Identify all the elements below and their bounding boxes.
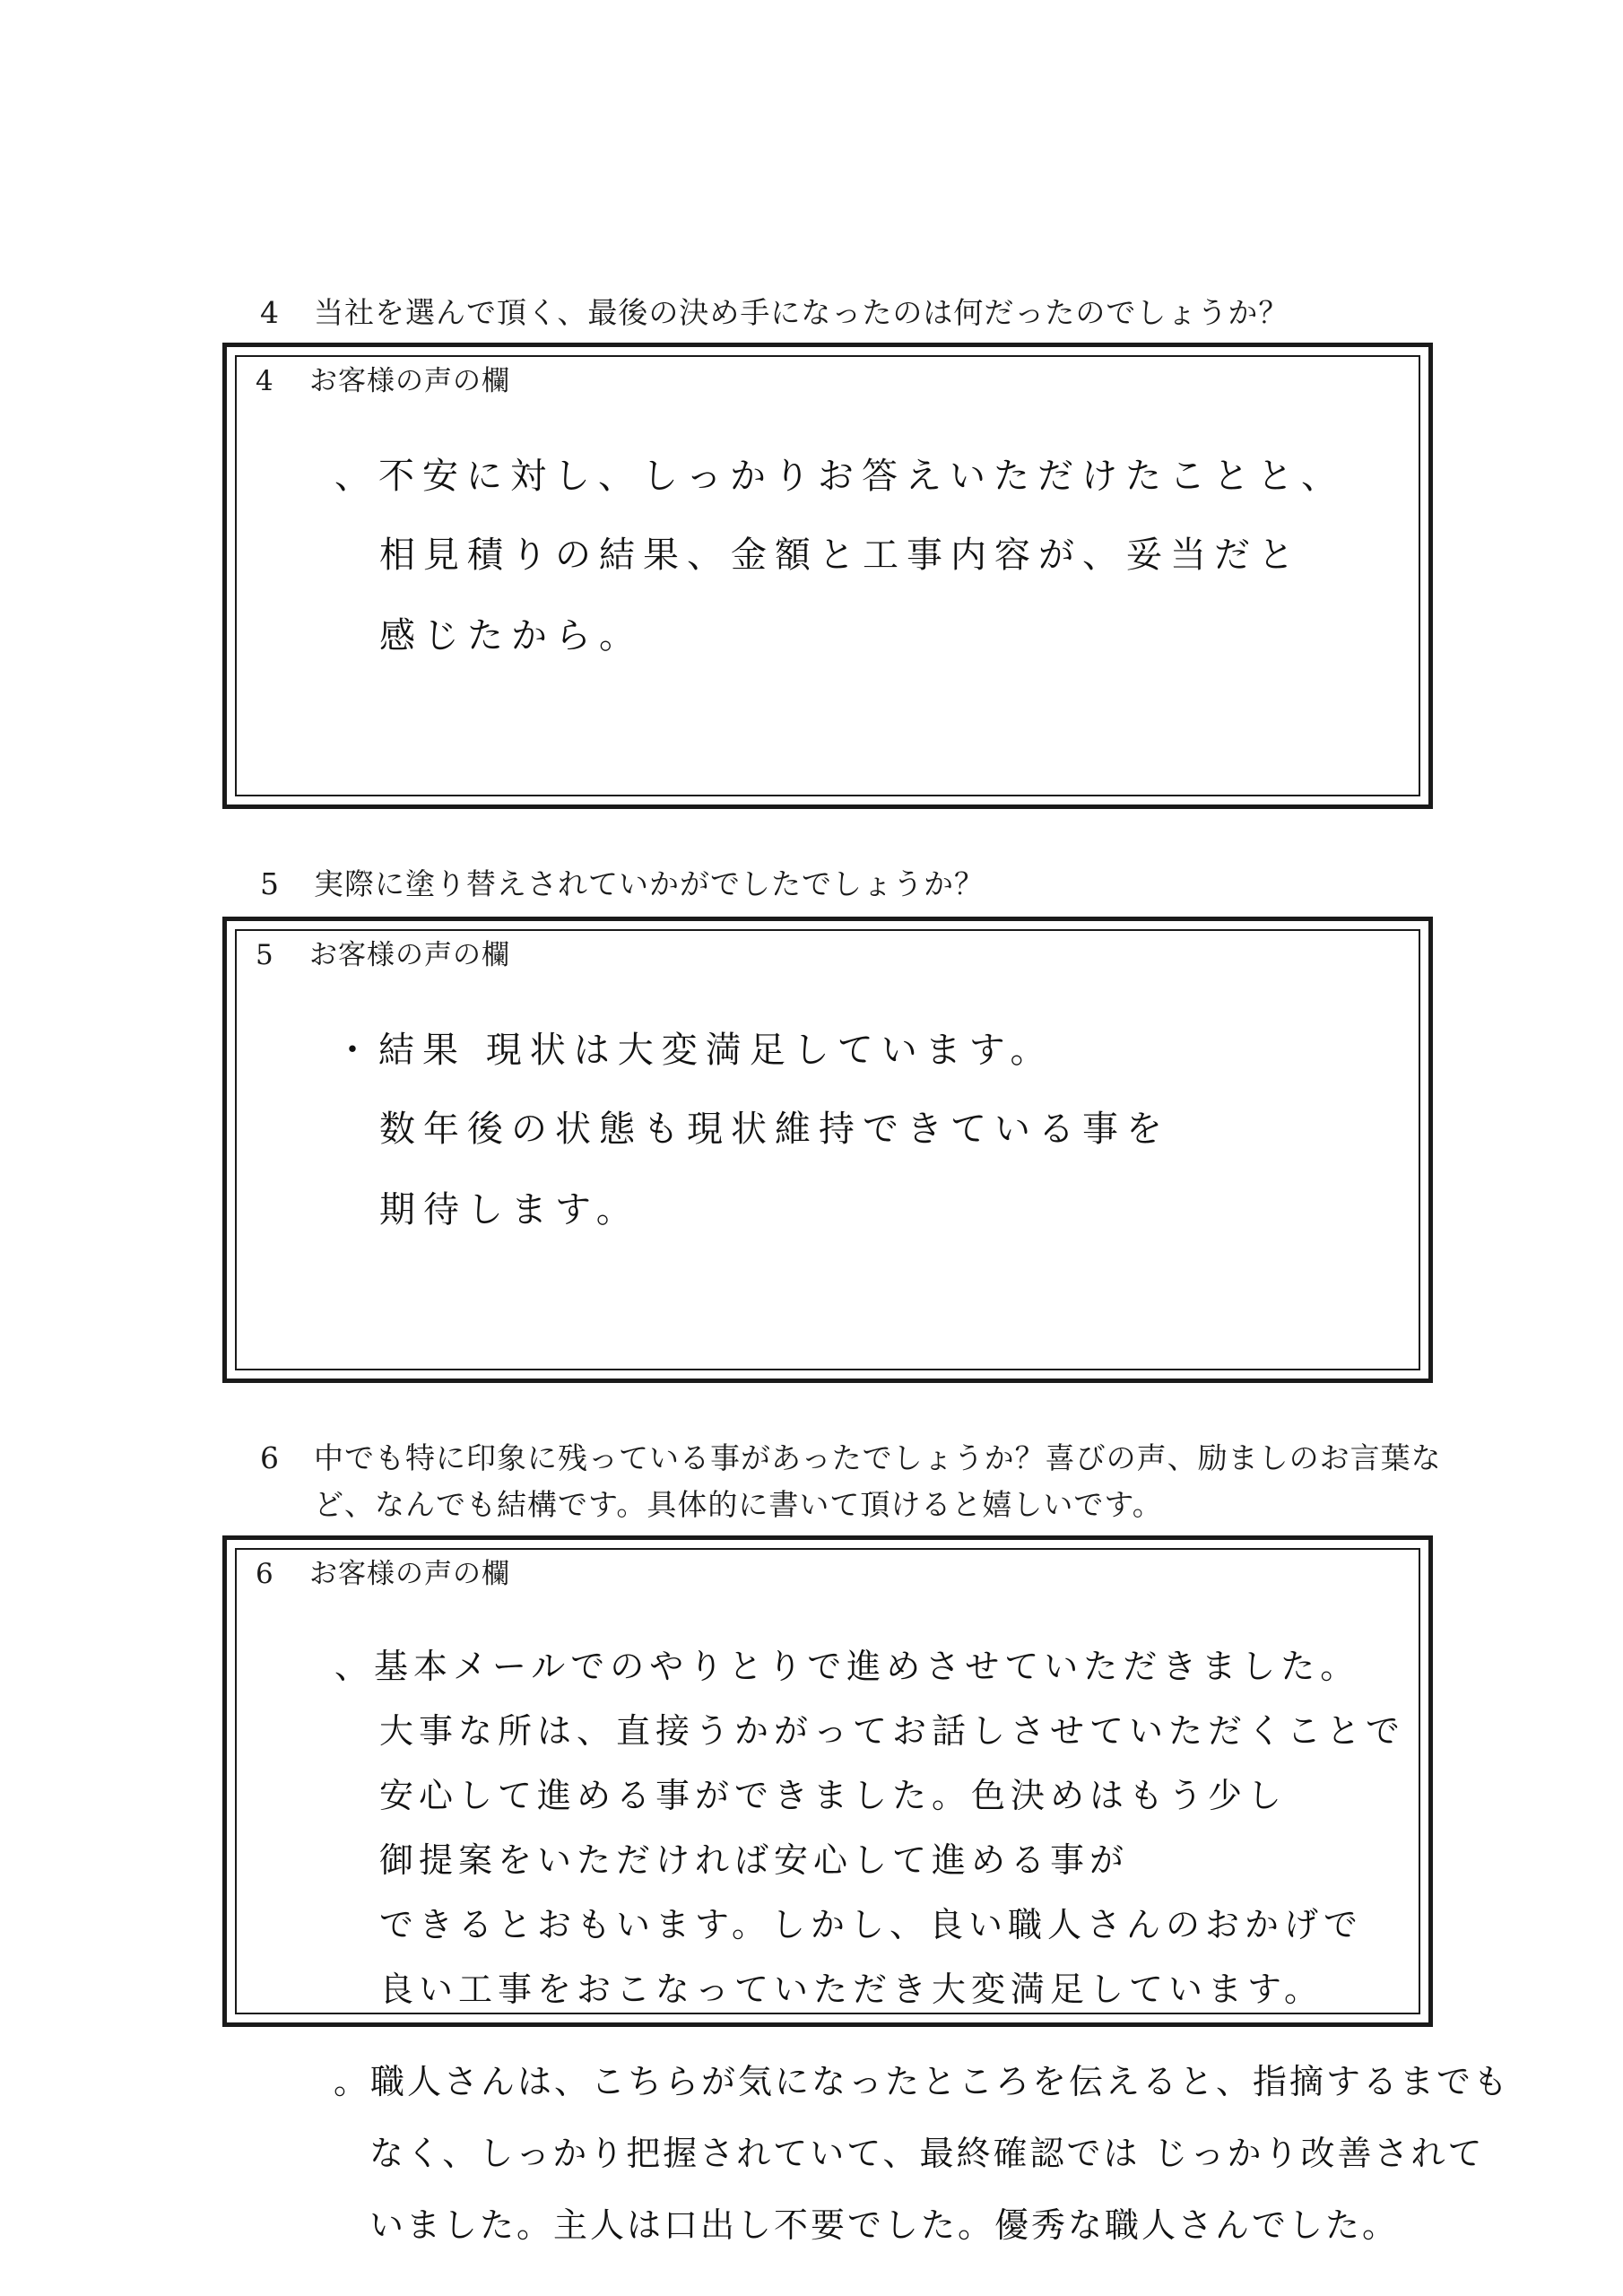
handwritten-line: できるとおもいます。しかし、良い職人さんのおかげで [379, 1905, 1363, 1944]
handwritten-line: 大事な所は、直接うかがってお話しさせていただくことで [379, 1711, 1406, 1751]
handwritten-line: 安心して進める事ができました。色決めはもう少し [379, 1776, 1288, 1815]
box-label-text: お客様の声の欄 [309, 939, 510, 971]
handwritten-extra-line: 。職人さんは、こちらが気になったところを伝えると、指摘するまでも [334, 2062, 1511, 2101]
answer-box-label [256, 358, 510, 398]
question-text-line-1: 中でも特に印象に残っている事があったでしょうか？喜びの声、励ましのお言葉な [314, 1440, 1442, 1475]
question-6 [260, 1435, 1444, 1528]
handwritten-line: ・結果 現状は大変満足しています。 [334, 1030, 1055, 1071]
question-4 [260, 290, 1444, 336]
handwritten-line: 良い工事をおこなっていただき大変満足しています。 [379, 1970, 1324, 2009]
question-text: 当社を選んで頂く、最後の決め手になったのは何だったのでしょうか？ [314, 295, 1289, 330]
question-text: 実際に塗り替えされていかがでしたでしょうか？ [314, 866, 985, 901]
handwritten-line: 期待します。 [379, 1189, 640, 1231]
box-number: 6 [256, 1558, 274, 1590]
box-label-text: お客様の声の欄 [309, 365, 510, 397]
answer-box-label [256, 932, 510, 972]
handwritten-extra-line: いました。主人は口出し不要でした。優秀な職人さんでした。 [369, 2205, 1400, 2245]
handwritten-line: 相見積りの結果、金額と工事内容が、妥当だと [379, 535, 1302, 576]
answer-box-5 [222, 917, 1433, 1383]
question-text-line-2: ど、なんでも結構です。具体的に書いて頂けると嬉しいです。 [314, 1487, 1163, 1522]
question-number: 4 [260, 295, 280, 330]
question-5 [260, 861, 1444, 908]
question-number: 5 [260, 866, 280, 901]
question-number: 6 [260, 1440, 280, 1475]
handwritten-line: 御提案をいただければ安心して進める事が [379, 1840, 1130, 1880]
box-label-text: お客様の声の欄 [309, 1558, 510, 1590]
box-number: 4 [256, 365, 274, 397]
handwritten-extra-line: なく、しっかり把握されていて、最終確認では じっかり改善されて [369, 2134, 1485, 2173]
answer-box-label [256, 1551, 510, 1591]
handwritten-line: 感じたから。 [379, 615, 643, 657]
answer-box-6 [222, 1535, 1433, 2027]
box-number: 5 [256, 939, 274, 971]
handwritten-line: 数年後の状態も現状維持できている事を [379, 1109, 1170, 1150]
answer-box-4 [222, 343, 1433, 809]
handwritten-line: 、不安に対し、しっかりお答えいただけたことと、 [334, 456, 1345, 497]
handwritten-line: 、基本メールでのやりとりで進めさせていただきました。 [334, 1647, 1360, 1686]
